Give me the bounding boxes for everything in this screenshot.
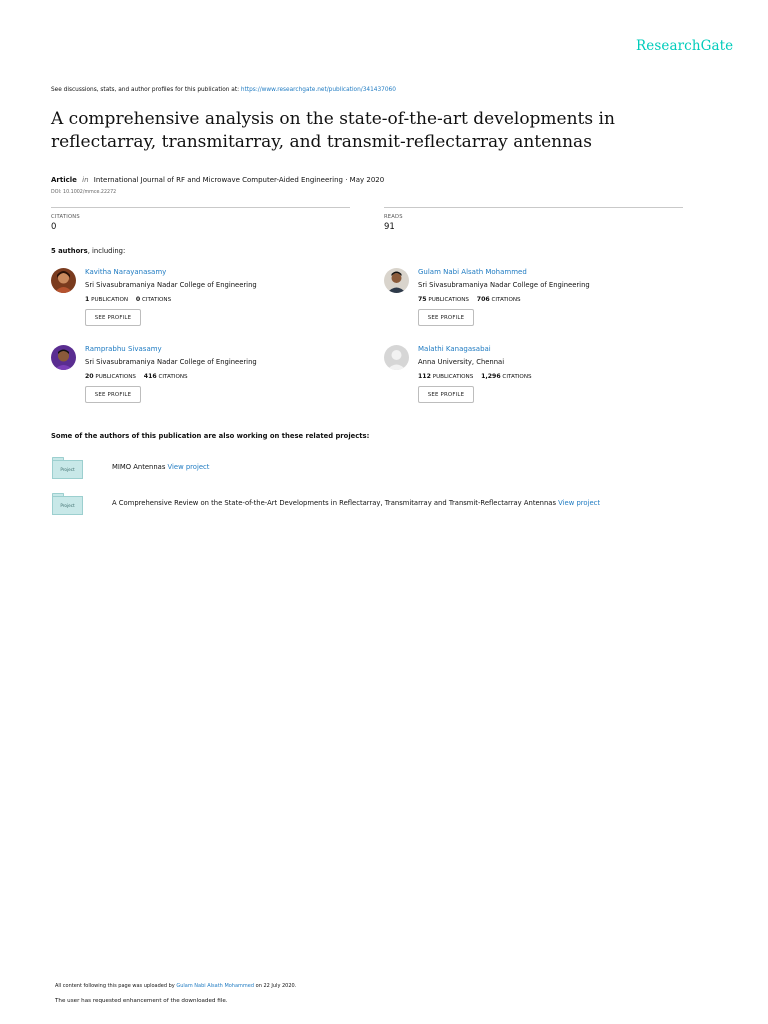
discussion-text: See discussions, stats, and author profiles for this publication at:: [51, 87, 240, 93]
publications-label: PUBLICATIONS: [432, 374, 474, 380]
citations-stat: [51, 207, 350, 232]
citations-label: CITATIONS: [491, 297, 521, 303]
publications-label: PUBLICATIONS: [428, 297, 469, 303]
citations-count: 1,296: [481, 373, 501, 380]
photo-avatar-icon[interactable]: [51, 268, 76, 293]
project-folder-icon: [52, 493, 83, 515]
upload-prefix: All content following this page was uploaded by: [55, 983, 175, 989]
project-folder-icon: [52, 457, 83, 479]
see-profile-button[interactable]: SEE PROFILE: [418, 386, 474, 403]
article-in-label: in: [82, 176, 89, 184]
reads-label: READS: [384, 214, 403, 220]
project-folder-label: Project: [52, 496, 83, 515]
photo-avatar-icon[interactable]: [51, 345, 76, 370]
publications-label: PUBLICATIONS: [95, 374, 136, 380]
citations-count: 416: [143, 373, 157, 380]
author-name-link[interactable]: Gulam Nabi Alsath Mohammed: [418, 268, 527, 276]
related-projects-heading: Some of the authors of this publication are also working on these related projects:: [51, 432, 370, 440]
upload-note: [55, 983, 296, 989]
enhancement-note: The user has requested enhancement of the downloaded file.: [55, 998, 228, 1004]
project-folder-label: Project: [52, 460, 83, 479]
reads-value: 91: [384, 222, 395, 232]
author-stats: [85, 373, 188, 380]
project-name: MIMO Antennas: [112, 463, 166, 471]
researchgate-logo[interactable]: ResearchGate: [636, 38, 734, 54]
citations-label: CITATIONS: [142, 297, 172, 303]
author-stats: [418, 373, 532, 380]
author-institution: Sri Sivasubramaniya Nadar College of Engineering: [85, 358, 257, 366]
citations-label: CITATIONS: [51, 214, 80, 220]
authors-heading: [51, 247, 125, 255]
citations-label: CITATIONS: [158, 374, 188, 380]
publications-count: 1: [85, 296, 90, 303]
article-type: Article: [51, 176, 77, 184]
authors-suffix: , including:: [87, 247, 126, 255]
upload-suffix: on 22 July 2020.: [255, 983, 297, 989]
article-meta: [51, 176, 384, 184]
doi: DOI: 10.1002/mmce.22272: [51, 190, 117, 195]
author-stats: [85, 296, 171, 303]
article-title: A comprehensive analysis on the state-of-the-art developments in reflectarray, transmitarray, and transmit-reflectarray antennas: [51, 109, 615, 152]
publications-count: 20: [85, 373, 94, 380]
author-institution: Sri Sivasubramaniya Nadar College of Engineering: [85, 281, 257, 289]
publications-label: PUBLICATION: [91, 297, 129, 303]
view-project-link[interactable]: View project: [558, 499, 601, 507]
author-institution: Anna University, Chennai: [418, 358, 505, 366]
author-name-link[interactable]: Ramprabhu Sivasamy: [85, 345, 162, 353]
authors-count: 5 authors: [51, 247, 88, 255]
citations-count: 0: [135, 296, 141, 303]
publications-count: 112: [418, 373, 431, 380]
related-project: [52, 457, 742, 481]
journal-name: International Journal of RF and Microwave Computer-Aided Engineering · May 2020: [93, 176, 385, 184]
photo-avatar-icon[interactable]: [384, 268, 409, 293]
author-name-link[interactable]: Kavitha Narayanasamy: [85, 268, 167, 276]
project-text: [112, 463, 209, 471]
uploader-link[interactable]: Gulam Nabi Alsath Mohammed: [176, 983, 255, 989]
publication-url-link[interactable]: https://www.researchgate.net/publication/341437060: [240, 87, 396, 93]
citations-count: 706: [476, 296, 490, 303]
see-profile-button[interactable]: SEE PROFILE: [85, 386, 141, 403]
author-institution: Sri Sivasubramaniya Nadar College of Engineering: [418, 281, 590, 289]
publications-count: 75: [418, 296, 427, 303]
reads-stat: [384, 207, 683, 232]
view-project-link[interactable]: View project: [167, 463, 210, 471]
related-project: [52, 493, 742, 517]
default-avatar-icon[interactable]: [384, 345, 409, 370]
citations-value: 0: [51, 222, 57, 232]
author-card: [384, 268, 684, 330]
author-card: [51, 345, 351, 407]
discussion-line: [51, 87, 396, 93]
author-name-link[interactable]: Malathi Kanagasabai: [418, 345, 491, 353]
project-name: A Comprehensive Review on the State-of-the-Art Developments in Reflectarray, Transmitarray and Transmit-Reflectarray Antennas: [112, 499, 556, 507]
project-text: [112, 499, 600, 507]
author-stats: [418, 296, 521, 303]
see-profile-button[interactable]: SEE PROFILE: [85, 309, 141, 326]
author-card: [51, 268, 351, 330]
author-card: [384, 345, 684, 407]
see-profile-button[interactable]: SEE PROFILE: [418, 309, 474, 326]
citations-label: CITATIONS: [502, 374, 532, 380]
